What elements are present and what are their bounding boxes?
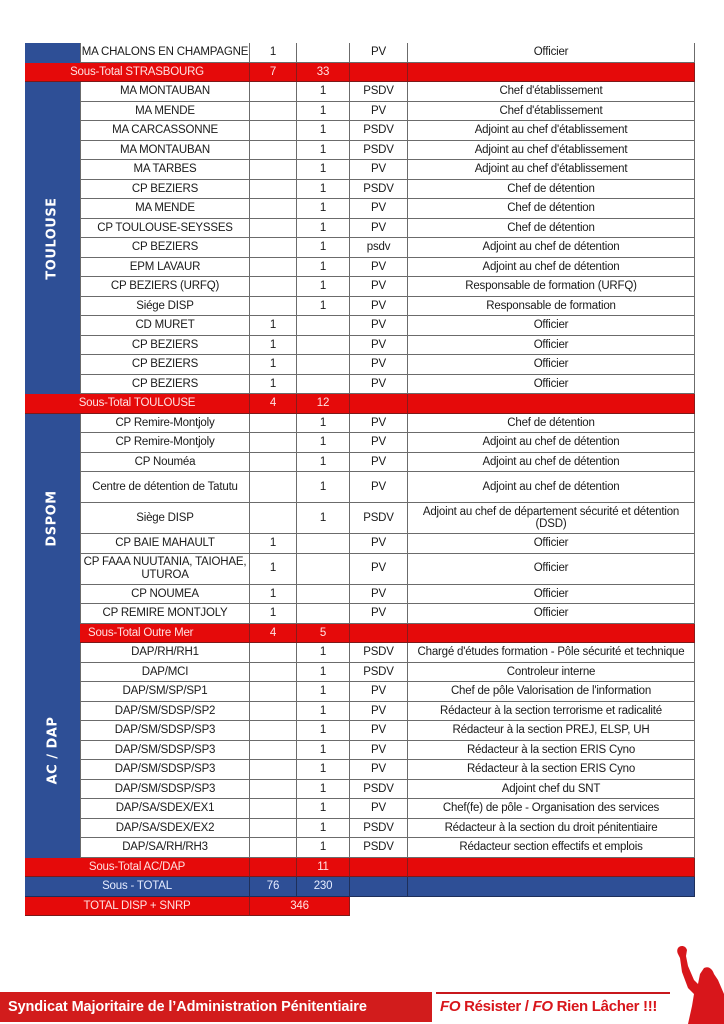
table-row	[80, 472, 695, 503]
function-cell: Adjoint au chef de département sécurité et détention (DSD)	[408, 503, 695, 534]
region-band-extension	[25, 624, 80, 644]
table-row	[80, 554, 695, 585]
table-row	[80, 355, 695, 375]
table-row	[80, 585, 695, 605]
table-row	[80, 663, 695, 683]
count-col2-cell	[297, 604, 350, 624]
site-cell: DAP/SM/SDSP/SP3	[80, 780, 250, 800]
table-row	[80, 721, 695, 741]
site-cell: MA TARBES	[80, 160, 250, 180]
table-row	[80, 534, 695, 554]
count-col1-cell	[250, 838, 297, 858]
count-col1-cell	[250, 780, 297, 800]
count-col2-cell: 1	[297, 453, 350, 473]
grade-cell: PSDV	[350, 180, 408, 200]
count-col2-cell: 1	[297, 121, 350, 141]
region-label: TOULOUSE	[45, 196, 60, 280]
count-col2-cell: 1	[297, 503, 350, 534]
grade-cell: PV	[350, 414, 408, 434]
subtotal-row-acdap	[25, 858, 695, 878]
site-cell: CP BAIE MAHAULT	[80, 534, 250, 554]
count-col1-cell	[250, 819, 297, 839]
function-cell: Officier	[408, 554, 695, 585]
site-cell: DAP/SA/SDEX/EX2	[80, 819, 250, 839]
grade-cell: PV	[350, 219, 408, 239]
table-row	[80, 453, 695, 473]
site-cell: MA CHALONS EN CHAMPAGNE	[80, 43, 250, 63]
subtotal-count-col1	[250, 858, 297, 878]
table-row	[80, 316, 695, 336]
grade-cell: PV	[350, 433, 408, 453]
subtotal-row-toulouse	[25, 394, 695, 414]
count-col2-cell: 1	[297, 433, 350, 453]
table-row	[80, 82, 695, 102]
function-cell: Officier	[408, 604, 695, 624]
count-col2-cell	[297, 375, 350, 395]
subtotal-empty	[408, 394, 695, 414]
grade-cell: PV	[350, 277, 408, 297]
count-col2-cell: 1	[297, 663, 350, 683]
grade-cell: PV	[350, 534, 408, 554]
count-col1-cell	[250, 277, 297, 297]
site-cell: MA MONTAUBAN	[80, 82, 250, 102]
count-col2-cell: 1	[297, 160, 350, 180]
subtotal-row-outre-mer	[25, 624, 695, 644]
count-col1-cell	[250, 453, 297, 473]
table-row	[80, 102, 695, 122]
table-row	[80, 414, 695, 434]
subtotal-label: Sous-Total TOULOUSE	[25, 394, 250, 414]
function-cell: Rédacteur section effectifs et emplois	[408, 838, 695, 858]
count-col1-cell	[250, 238, 297, 258]
grade-cell: PSDV	[350, 121, 408, 141]
grade-cell: PV	[350, 316, 408, 336]
count-col2-cell: 1	[297, 82, 350, 102]
function-cell: Adjoint au chef d'établissement	[408, 160, 695, 180]
grade-cell: PSDV	[350, 141, 408, 161]
sous-total-row	[25, 877, 695, 897]
function-cell: Officier	[408, 534, 695, 554]
site-cell: DAP/SA/SDEX/EX1	[80, 799, 250, 819]
table-row	[80, 604, 695, 624]
site-cell: CP BEZIERS	[80, 375, 250, 395]
count-col2-cell: 1	[297, 682, 350, 702]
table-row	[80, 838, 695, 858]
count-col1-cell: 1	[250, 336, 297, 356]
slogan-part-1: Résister /	[460, 998, 533, 1015]
union-name: Syndicat Majoritaire de l’Administration Pénitentiaire	[8, 999, 367, 1015]
site-cell: EPM LAVAUR	[80, 258, 250, 278]
count-col1-cell	[250, 219, 297, 239]
table-row	[80, 799, 695, 819]
fo-logo-text-2: FO	[532, 998, 553, 1015]
function-cell: Officier	[408, 43, 695, 63]
site-cell: CP FAAA NUUTANIA, TAIOHAE, UTUROA	[80, 554, 250, 585]
subtotal-count-col1: 4	[250, 394, 297, 414]
site-cell: Siège DISP	[80, 503, 250, 534]
subtotal-empty	[350, 63, 408, 83]
grade-cell: PSDV	[350, 663, 408, 683]
count-col1-cell	[250, 141, 297, 161]
function-cell: Officier	[408, 336, 695, 356]
count-col1-cell: 1	[250, 43, 297, 63]
grade-cell: PV	[350, 682, 408, 702]
table-row	[80, 121, 695, 141]
count-col1-cell	[250, 682, 297, 702]
count-col2-cell: 1	[297, 838, 350, 858]
count-col1-cell	[250, 663, 297, 683]
table-row	[80, 643, 695, 663]
count-col2-cell: 1	[297, 219, 350, 239]
count-col1-cell	[250, 702, 297, 722]
grade-cell: PV	[350, 721, 408, 741]
count-col1-cell: 1	[250, 534, 297, 554]
table-row	[80, 43, 695, 63]
site-cell: MA MENDE	[80, 199, 250, 219]
function-cell: Chef de détention	[408, 199, 695, 219]
count-col1-cell	[250, 258, 297, 278]
site-cell: DAP/SM/SDSP/SP3	[80, 721, 250, 741]
table-row	[80, 433, 695, 453]
count-col2-cell	[297, 316, 350, 336]
site-cell: CP BEZIERS	[80, 180, 250, 200]
subtotal-empty	[350, 624, 408, 644]
count-col1-cell	[250, 199, 297, 219]
slogan-part-2: Rien Lâcher !!!	[552, 998, 658, 1015]
subtotal-count-col2: 11	[297, 858, 350, 878]
table-row	[80, 336, 695, 356]
site-cell: MA MONTAUBAN	[80, 141, 250, 161]
table-row	[80, 160, 695, 180]
count-col2-cell	[297, 43, 350, 63]
count-col1-cell: 1	[250, 585, 297, 605]
slogan-underline	[436, 992, 670, 994]
count-col2-cell: 1	[297, 472, 350, 503]
count-col2-cell: 1	[297, 702, 350, 722]
subtotal-label: Sous-Total AC/DAP	[25, 858, 250, 878]
grade-cell: PV	[350, 336, 408, 356]
function-cell: Rédacteur à la section ERIS Cyno	[408, 760, 695, 780]
subtotal-count-col2: 230	[297, 877, 350, 897]
grand-total-row	[25, 897, 350, 917]
subtotal-count-col2: 5	[297, 624, 350, 644]
count-col1-cell	[250, 643, 297, 663]
grade-cell: PSDV	[350, 503, 408, 534]
subtotal-empty	[350, 858, 408, 878]
site-cell: DAP/SM/SDSP/SP3	[80, 760, 250, 780]
grade-cell: PSDV	[350, 838, 408, 858]
site-cell: DAP/SM/SDSP/SP2	[80, 702, 250, 722]
function-cell: Rédacteur à la section du droit pénitentiaire	[408, 819, 695, 839]
function-cell: Chef d'établissement	[408, 102, 695, 122]
site-cell: CP BEZIERS	[80, 238, 250, 258]
site-cell: Centre de détention de Tatutu	[80, 472, 250, 503]
count-col1-cell	[250, 102, 297, 122]
grade-cell: PV	[350, 585, 408, 605]
subtotal-empty	[408, 877, 695, 897]
count-col2-cell: 1	[297, 741, 350, 761]
grade-cell: PV	[350, 160, 408, 180]
count-col2-cell: 1	[297, 721, 350, 741]
count-col2-cell: 1	[297, 760, 350, 780]
subtotal-empty	[408, 858, 695, 878]
grade-cell: PSDV	[350, 819, 408, 839]
function-cell: Rédacteur à la section ERIS Cyno	[408, 741, 695, 761]
count-col1-cell	[250, 180, 297, 200]
function-cell: Chargé d'études formation - Pôle sécurité et technique	[408, 643, 695, 663]
count-col2-cell: 1	[297, 277, 350, 297]
function-cell: Adjoint au chef de détention	[408, 472, 695, 503]
raised-fist-figure-icon	[668, 944, 724, 1024]
fo-logo-text-1: FO	[440, 998, 461, 1015]
count-col1-cell	[250, 414, 297, 434]
site-cell: CP NOUMEA	[80, 585, 250, 605]
grade-cell: PV	[350, 258, 408, 278]
region-band-strasbourg	[25, 43, 80, 63]
subtotal-count-col1: 4	[250, 624, 297, 644]
function-cell: Chef de pôle Valorisation de l'information	[408, 682, 695, 702]
site-cell: DAP/MCI	[80, 663, 250, 683]
grade-cell: PSDV	[350, 643, 408, 663]
subtotal-row-strasbourg	[25, 63, 695, 83]
count-col1-cell	[250, 721, 297, 741]
grade-cell: PV	[350, 799, 408, 819]
count-col2-cell: 1	[297, 780, 350, 800]
count-col2-cell: 1	[297, 414, 350, 434]
grade-cell: PV	[350, 199, 408, 219]
function-cell: Adjoint au chef de détention	[408, 433, 695, 453]
site-cell: CP Remire-Montjoly	[80, 433, 250, 453]
table-row	[80, 780, 695, 800]
table-row	[80, 503, 695, 534]
function-cell: Adjoint au chef d'établissement	[408, 141, 695, 161]
count-col2-cell: 1	[297, 180, 350, 200]
site-cell: CD MURET	[80, 316, 250, 336]
region-label: AC / DAP	[45, 716, 60, 785]
table-row	[80, 219, 695, 239]
count-col2-cell: 1	[297, 258, 350, 278]
table-row	[80, 277, 695, 297]
region-label: DSPOM	[45, 490, 61, 547]
site-cell: CP BEZIERS (URFQ)	[80, 277, 250, 297]
function-cell: Adjoint au chef d'établissement	[408, 121, 695, 141]
function-cell: Officier	[408, 355, 695, 375]
grade-cell: PV	[350, 554, 408, 585]
slogan	[440, 998, 657, 1015]
function-cell: Chef de détention	[408, 414, 695, 434]
region-band-dspom	[25, 414, 80, 624]
count-col2-cell: 1	[297, 238, 350, 258]
subtotal-empty	[408, 624, 695, 644]
subtotal-label: Sous-Total Outre Mer	[80, 624, 250, 644]
site-cell: DAP/SM/SDSP/SP3	[80, 741, 250, 761]
count-col2-cell: 1	[297, 799, 350, 819]
table-row	[80, 819, 695, 839]
count-col1-cell	[250, 160, 297, 180]
function-cell: Officier	[408, 316, 695, 336]
grade-cell: PV	[350, 604, 408, 624]
subtotal-count-col2: 12	[297, 394, 350, 414]
site-cell: CP TOULOUSE-SEYSSES	[80, 219, 250, 239]
function-cell: Responsable de formation (URFQ)	[408, 277, 695, 297]
grade-cell: PSDV	[350, 780, 408, 800]
grade-cell: PV	[350, 760, 408, 780]
count-col2-cell	[297, 336, 350, 356]
subtotal-empty	[408, 63, 695, 83]
grade-cell: PV	[350, 702, 408, 722]
table-row	[80, 682, 695, 702]
grade-cell: PV	[350, 43, 408, 63]
count-col2-cell	[297, 534, 350, 554]
count-col1-cell	[250, 121, 297, 141]
function-cell: Rédacteur à la section terrorisme et radicalité	[408, 702, 695, 722]
function-cell: Controleur interne	[408, 663, 695, 683]
subtotal-empty	[350, 877, 408, 897]
site-cell: DAP/SM/SP/SP1	[80, 682, 250, 702]
grade-cell: PV	[350, 453, 408, 473]
subtotal-label: Sous - TOTAL	[25, 877, 250, 897]
footer-union-banner	[0, 992, 432, 1022]
region-band-toulouse	[25, 82, 80, 394]
function-cell: Rédacteur à la section PREJ, ELSP, UH	[408, 721, 695, 741]
count-col1-cell	[250, 297, 297, 317]
function-cell: Adjoint au chef de détention	[408, 238, 695, 258]
count-col1-cell	[250, 799, 297, 819]
count-col1-cell: 1	[250, 554, 297, 585]
grade-cell: PV	[350, 297, 408, 317]
count-col1-cell: 1	[250, 375, 297, 395]
grand-total-label: TOTAL DISP + SNRP	[25, 897, 250, 917]
table-row	[80, 199, 695, 219]
grade-cell: PSDV	[350, 82, 408, 102]
count-col1-cell: 1	[250, 316, 297, 336]
count-col2-cell: 1	[297, 819, 350, 839]
count-col2-cell: 1	[297, 297, 350, 317]
count-col2-cell: 1	[297, 643, 350, 663]
table-row	[80, 141, 695, 161]
grade-cell: PV	[350, 355, 408, 375]
count-col1-cell	[250, 760, 297, 780]
site-cell: CP BEZIERS	[80, 336, 250, 356]
function-cell: Adjoint chef du SNT	[408, 780, 695, 800]
count-col1-cell	[250, 741, 297, 761]
site-cell: Siége DISP	[80, 297, 250, 317]
subtotal-label: Sous-Total STRASBOURG	[25, 63, 250, 83]
function-cell: Chef(fe) de pôle - Organisation des services	[408, 799, 695, 819]
table-row	[80, 702, 695, 722]
site-cell: MA MENDE	[80, 102, 250, 122]
site-cell: CP Remire-Montjoly	[80, 414, 250, 434]
grade-cell: PV	[350, 102, 408, 122]
count-col2-cell: 1	[297, 141, 350, 161]
site-cell: DAP/RH/RH1	[80, 643, 250, 663]
table-row	[80, 297, 695, 317]
count-col1-cell: 1	[250, 355, 297, 375]
grade-cell: PV	[350, 472, 408, 503]
function-cell: Officier	[408, 585, 695, 605]
subtotal-count-col1: 7	[250, 63, 297, 83]
table-row	[80, 375, 695, 395]
count-col1-cell	[250, 472, 297, 503]
table-row	[80, 180, 695, 200]
grand-total-value: 346	[250, 897, 350, 917]
function-cell: Adjoint au chef de détention	[408, 453, 695, 473]
subtotal-count-col2: 33	[297, 63, 350, 83]
function-cell: Officier	[408, 375, 695, 395]
count-col2-cell	[297, 585, 350, 605]
table-row	[80, 238, 695, 258]
region-band-acdap	[25, 643, 80, 858]
count-col1-cell	[250, 503, 297, 534]
subtotal-empty	[350, 394, 408, 414]
table-row	[80, 258, 695, 278]
site-cell: MA CARCASSONNE	[80, 121, 250, 141]
site-cell: CP REMIRE MONTJOLY	[80, 604, 250, 624]
table-row	[80, 760, 695, 780]
subtotal-count-col1: 76	[250, 877, 297, 897]
grade-cell: PV	[350, 741, 408, 761]
site-cell: DAP/SA/RH/RH3	[80, 838, 250, 858]
count-col1-cell: 1	[250, 604, 297, 624]
function-cell: Adjoint au chef de détention	[408, 258, 695, 278]
grade-cell: psdv	[350, 238, 408, 258]
site-cell: CP Nouméa	[80, 453, 250, 473]
function-cell: Chef d'établissement	[408, 82, 695, 102]
count-col2-cell	[297, 554, 350, 585]
count-col2-cell	[297, 355, 350, 375]
function-cell: Responsable de formation	[408, 297, 695, 317]
site-cell: CP BEZIERS	[80, 355, 250, 375]
table-row	[80, 741, 695, 761]
count-col2-cell: 1	[297, 199, 350, 219]
count-col2-cell: 1	[297, 102, 350, 122]
grade-cell: PV	[350, 375, 408, 395]
count-col1-cell	[250, 433, 297, 453]
count-col1-cell	[250, 82, 297, 102]
function-cell: Chef de détention	[408, 180, 695, 200]
function-cell: Chef de détention	[408, 219, 695, 239]
